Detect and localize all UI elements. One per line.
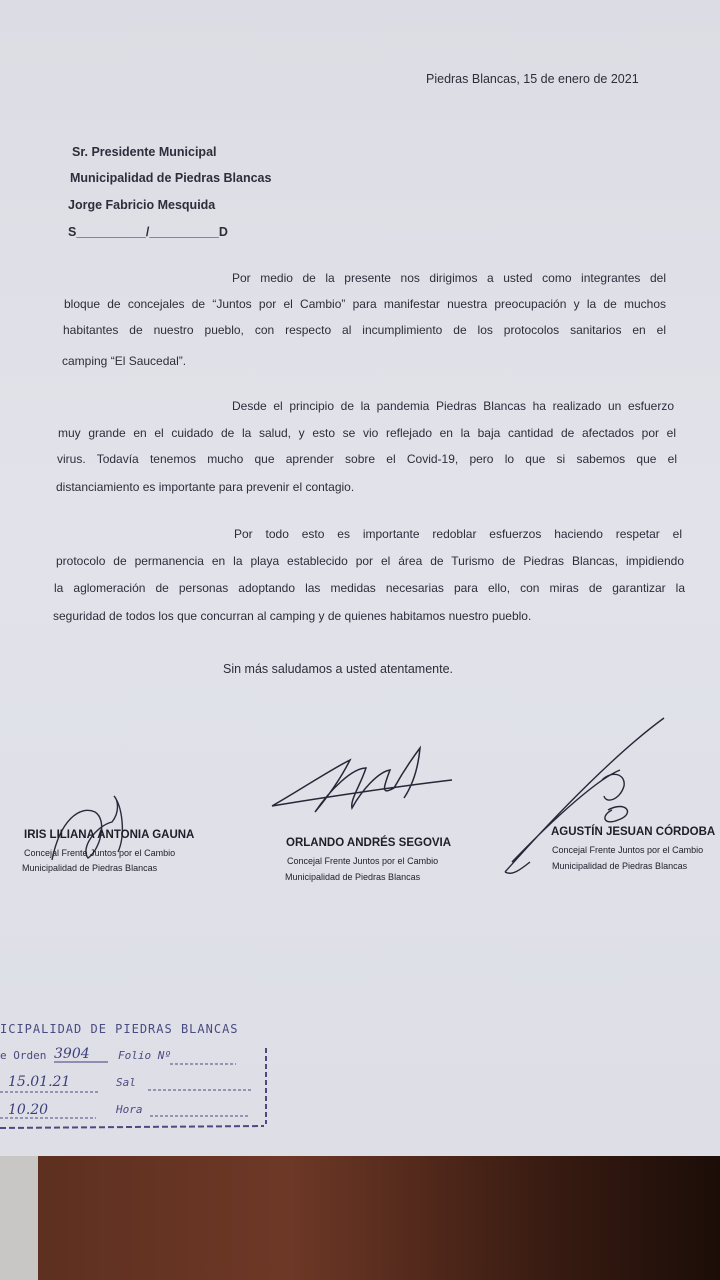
signer-1-role: Concejal Frente Juntos por el Cambio	[24, 848, 176, 858]
paragraph-3-line-3: la aglomeración de personas adoptando las medidas necesarias para ello, con miras de garantizar la	[54, 581, 685, 595]
recipient-title: Sr. Presidente Municipal	[72, 145, 217, 159]
paragraph-2-line-1: Desde el principio de la pandemia Piedras Blancas ha realizado un esfuerzo	[232, 399, 674, 413]
signer-2-role: Concejal Frente Juntos por el Cambio	[287, 856, 439, 866]
paragraph-1-line-3: habitantes de nuestro pueblo, con respecto al incumplimiento de los protocolos sanitarios en el	[63, 323, 666, 337]
paragraph-2-line-3: virus. Todavía tenemos mucho que aprender sobre el Covid-19, pero lo que si sabemos que el	[57, 452, 677, 466]
paragraph-2-line-4: distanciamiento es importante para prevenir el contagio.	[56, 480, 355, 494]
paragraph-1-line-2: bloque de concejales de “Juntos por el Cambio” para manifestar nuestra preocupación y la de muchos	[64, 297, 666, 311]
paragraph-1-line-4: camping “El Saucedal”.	[62, 354, 187, 368]
stamp-hour-label: Hora	[116, 1103, 143, 1116]
stamp-order-label: e Orden	[0, 1049, 47, 1062]
desk-edge-background	[0, 1156, 38, 1280]
stamp-header: ICIPALIDAD DE PIEDRAS BLANCAS	[0, 1022, 239, 1036]
closing-line: Sin más saludamos a usted atentamente.	[223, 662, 453, 676]
signer-3-role: Concejal Frente Juntos por el Cambio	[552, 845, 704, 855]
signature-cordoba	[0, 0, 1, 1]
signer-3-name: AGUSTÍN JESUAN CÓRDOBA	[551, 826, 716, 838]
stamp-time-value: 10.20	[8, 1102, 49, 1118]
stamp-order-value: 3904	[54, 1046, 90, 1062]
signer-1-org: Municipalidad de Piedras Blancas	[22, 863, 158, 873]
signer-3-org: Municipalidad de Piedras Blancas	[552, 861, 688, 871]
paragraph-2-line-2: muy grande en el cuidado de la salud, y esto se vio reflejado en la baja cantidad de afectados por el	[58, 426, 676, 440]
letter-date: Piedras Blancas, 15 de enero de 2021	[426, 72, 639, 86]
paragraph-3-line-4: seguridad de todos los que concurran al camping y de quienes habitamos nuestro pueblo.	[53, 609, 532, 623]
recipient-institution: Municipalidad de Piedras Blancas	[70, 171, 272, 185]
paragraph-1-line-1: Por medio de la presente nos dirigimos a usted como integrantes del	[232, 271, 666, 285]
wooden-desk-background	[0, 1156, 720, 1280]
stamp-folio-label: Folio Nº	[118, 1049, 171, 1062]
recipient-name: Jorge Fabricio Mesquida	[68, 198, 216, 212]
reception-stamp	[0, 1012, 272, 1130]
paragraph-3-line-2: protocolo de permanencia en la playa establecido por el área de Turismo de Piedras Blancas, impidiendo	[56, 554, 684, 568]
stamp-sal-label: Sal	[116, 1076, 136, 1089]
signer-2-org: Municipalidad de Piedras Blancas	[285, 872, 421, 882]
stamp-date-value: 15.01.21	[8, 1074, 71, 1090]
recipient-salutation-line: S__________/__________D	[68, 225, 228, 239]
signer-1-name: IRIS LILIANA ANTONIA GAUNA	[24, 829, 195, 841]
stamp-lines	[0, 1012, 1, 1013]
signer-2-name: ORLANDO ANDRÉS SEGOVIA	[286, 837, 452, 849]
paragraph-3-line-1: Por todo esto es importante redoblar esfuerzos haciendo respetar el	[234, 527, 682, 541]
